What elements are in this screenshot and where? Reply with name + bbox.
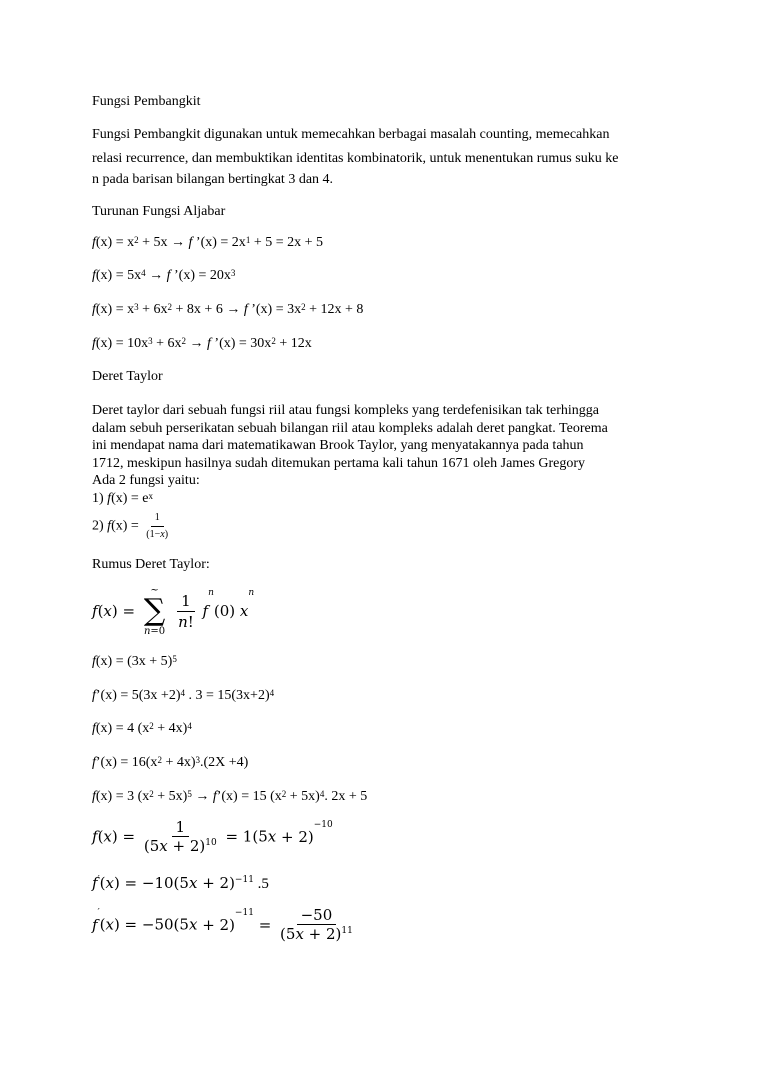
intro-line-1: Fungsi Pembangkit digunakan untuk memecahkan berbagai masalah counting, memecahkan (92, 127, 610, 142)
equation-4: $f(x) = 10x^3 + 6x^2 \to f$ ’(x) = $30x^2 + 12x$ (92, 336, 312, 351)
equation-5: $f(x) = (3x + 5)^5$ (92, 654, 177, 669)
equation-12: $f'(x) = -50(5x + 2)^{-11}$ = $\frac{-50}{(5x + 2)^{11}}$ (92, 906, 357, 943)
deret-line-3: ini mendapat nama dari matematikawan Brook Taylor, yang menyatakannya pada tahun (92, 438, 584, 453)
intro-line-2: relasi recurrence, dan membuktikan identitas kombinatorik, untuk menentukan rumus suku ke (92, 151, 619, 166)
deret-line-5: Ada 2 fungsi yaitu: (92, 473, 200, 488)
fraction: $\frac{1}{(5x + 2)^{10}}$ (143, 818, 217, 855)
deret-line-4: 1712, meskipun hasilnya sudah ditemukan pertama kali tahun 1671 oleh James Gregory (92, 456, 586, 471)
page-title: Fungsi Pembangkit (92, 94, 201, 109)
equation-9: f(x) = 3 $(x^2 + 5x)^5$ → f’(x) = 15 $(x^2 + 5x)^4$. 2x + 5 (92, 789, 368, 804)
list-item-2: 2) f(x) = $\frac{1}{(1-x)}$ (92, 510, 172, 543)
equation-11: $f'(x) = -10(5x + 2)^{-11}$ .5 (92, 874, 269, 892)
summation-symbol: ~ ∑ n=0 (143, 585, 166, 637)
deret-line-1: Deret taylor dari sebuah fungsi riil atau fungsi kompleks yang terdefenisikan tak terhingga (92, 403, 599, 418)
equation-1: $f(x) = x^2 + 5x \to f$ ’(x) = $2x^1 + 5 = 2x + 5$ (92, 235, 323, 250)
fraction: $\frac{-50}{(5x + 2)^{11}}$ (280, 906, 353, 943)
section-turunan-heading: Turunan Fungsi Aljabar (92, 204, 226, 219)
fraction: $\frac{1}{(1-x)}$ (146, 512, 169, 540)
list-item-1-label: 1) (92, 491, 104, 506)
fraction: $\frac{1}{n!}$ (178, 591, 194, 631)
list-item-1: 1) $f(x) = e^x$ (92, 491, 153, 506)
intro-line-3: n pada barisan bilangan bertingkat 3 dan 4. (92, 172, 334, 187)
rumus-heading: Rumus Deret Taylor: (92, 557, 210, 572)
equation-2: $f(x) = 5x^4 \to f$ ’(x) = $20x^3$ (92, 268, 236, 283)
deret-line-2: dalam sebuh perserikatan sebuah bilangan riil atau kompleks adalah deret pangkat. Teorema (92, 421, 608, 436)
equation-6: f’(x) = $5(3x +2)^4$ . $3 = 15(3x+2)^4$ (92, 688, 275, 703)
equation-10: f(x) = $\frac{1}{(5x + 2)^{10}}$ = $1(5x + 2)^{-10}$ (92, 818, 333, 855)
equation-3: $f(x) = x^3 + 6x^2 + 8x + 6 \to f$ ’(x) = $3x^2 + 12x + 8$ (92, 302, 364, 317)
list-item-2-label: 2) (92, 518, 104, 534)
section-deret-heading: Deret Taylor (92, 369, 163, 384)
equation-7: f(x) = 4 $(x^2 + 4x)^4$ (92, 721, 192, 736)
equation-8: f’(x) = $16(x^2 + 4x)^3.(2X +4)$ (92, 755, 249, 770)
taylor-formula: f(x) = ~ ∑ n=0 $\frac{1}{n!}$ $f^n(0)$ $x^n$ (92, 585, 255, 637)
